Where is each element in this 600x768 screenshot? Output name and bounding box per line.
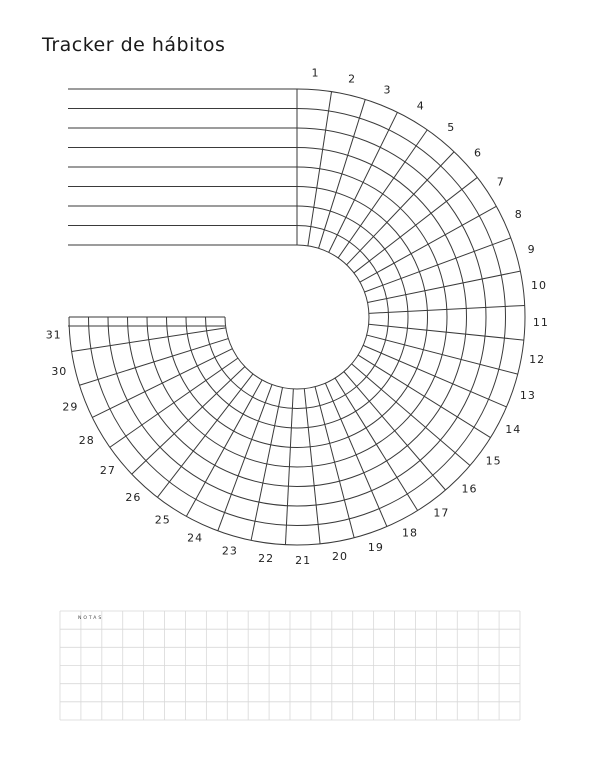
day-label-5: 5: [447, 120, 456, 134]
day-label-28: 28: [78, 433, 95, 447]
day-label-30: 30: [51, 365, 68, 379]
day-label-14: 14: [505, 422, 522, 436]
day-label-7: 7: [496, 175, 505, 189]
page-title: Tracker de hábitos: [42, 34, 226, 56]
day-label-22: 22: [258, 552, 275, 566]
day-label-3: 3: [383, 83, 392, 97]
day-label-9: 9: [527, 242, 536, 256]
notes-grid-lines: [60, 611, 520, 720]
day-label-24: 24: [187, 531, 204, 545]
day-label-26: 26: [125, 491, 142, 505]
day-label-6: 6: [474, 146, 483, 160]
day-label-11: 11: [532, 316, 549, 330]
day-label-15: 15: [485, 454, 502, 468]
day-label-12: 12: [529, 353, 546, 367]
day-label-31: 31: [45, 328, 62, 342]
day-label-4: 4: [416, 99, 425, 113]
day-label-10: 10: [531, 279, 548, 293]
day-label-19: 19: [367, 540, 384, 554]
day-label-8: 8: [514, 208, 523, 222]
day-label-16: 16: [461, 482, 478, 496]
day-label-23: 23: [221, 544, 238, 558]
notes-label: NOTAS: [78, 616, 104, 621]
day-label-2: 2: [348, 72, 357, 86]
day-label-21: 21: [295, 553, 312, 567]
day-label-20: 20: [332, 550, 349, 564]
day-label-18: 18: [401, 526, 418, 540]
day-label-13: 13: [519, 388, 536, 402]
day-label-1: 1: [311, 66, 320, 80]
day-label-27: 27: [99, 464, 116, 478]
day-label-17: 17: [433, 506, 450, 520]
day-label-25: 25: [154, 513, 171, 527]
day-label-29: 29: [62, 400, 79, 414]
